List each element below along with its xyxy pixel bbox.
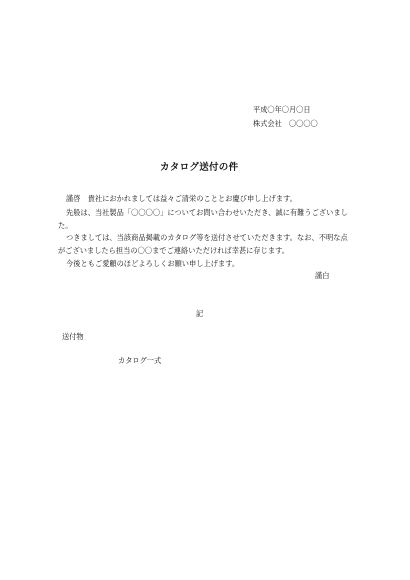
closing-text: 謹白: [315, 271, 330, 280]
enclosure-item: カタログ一式: [118, 356, 162, 365]
ki-heading: 記: [196, 309, 204, 318]
body-line-5: がございましたら担当の〇〇までご連絡いただければ幸甚に存じます。: [58, 246, 290, 255]
body-line-4: つきましては、当該商品掲載のカタログ等を送付させていただきます。なお、不明な点: [66, 233, 348, 242]
date-text: 平成〇年〇月〇日: [253, 105, 311, 114]
body-line-1: 謹啓 貴社におかれましては益々ご清栄のこととお慶び申し上げます。: [66, 194, 298, 203]
body-line-6: 今後ともご愛顧のほどよろしくお願い申し上げます。: [66, 259, 240, 268]
body-line-3: た。: [58, 221, 73, 230]
sender-company: 株式会社 〇〇〇〇: [253, 119, 318, 128]
enclosure-label: 送付物: [62, 332, 84, 341]
body-line-2: 先般は、当社製品「〇〇〇〇」についてお問い合わせいただき、誠に有難うございまし: [66, 208, 348, 217]
document-title: カタログ送付の件: [160, 162, 239, 173]
